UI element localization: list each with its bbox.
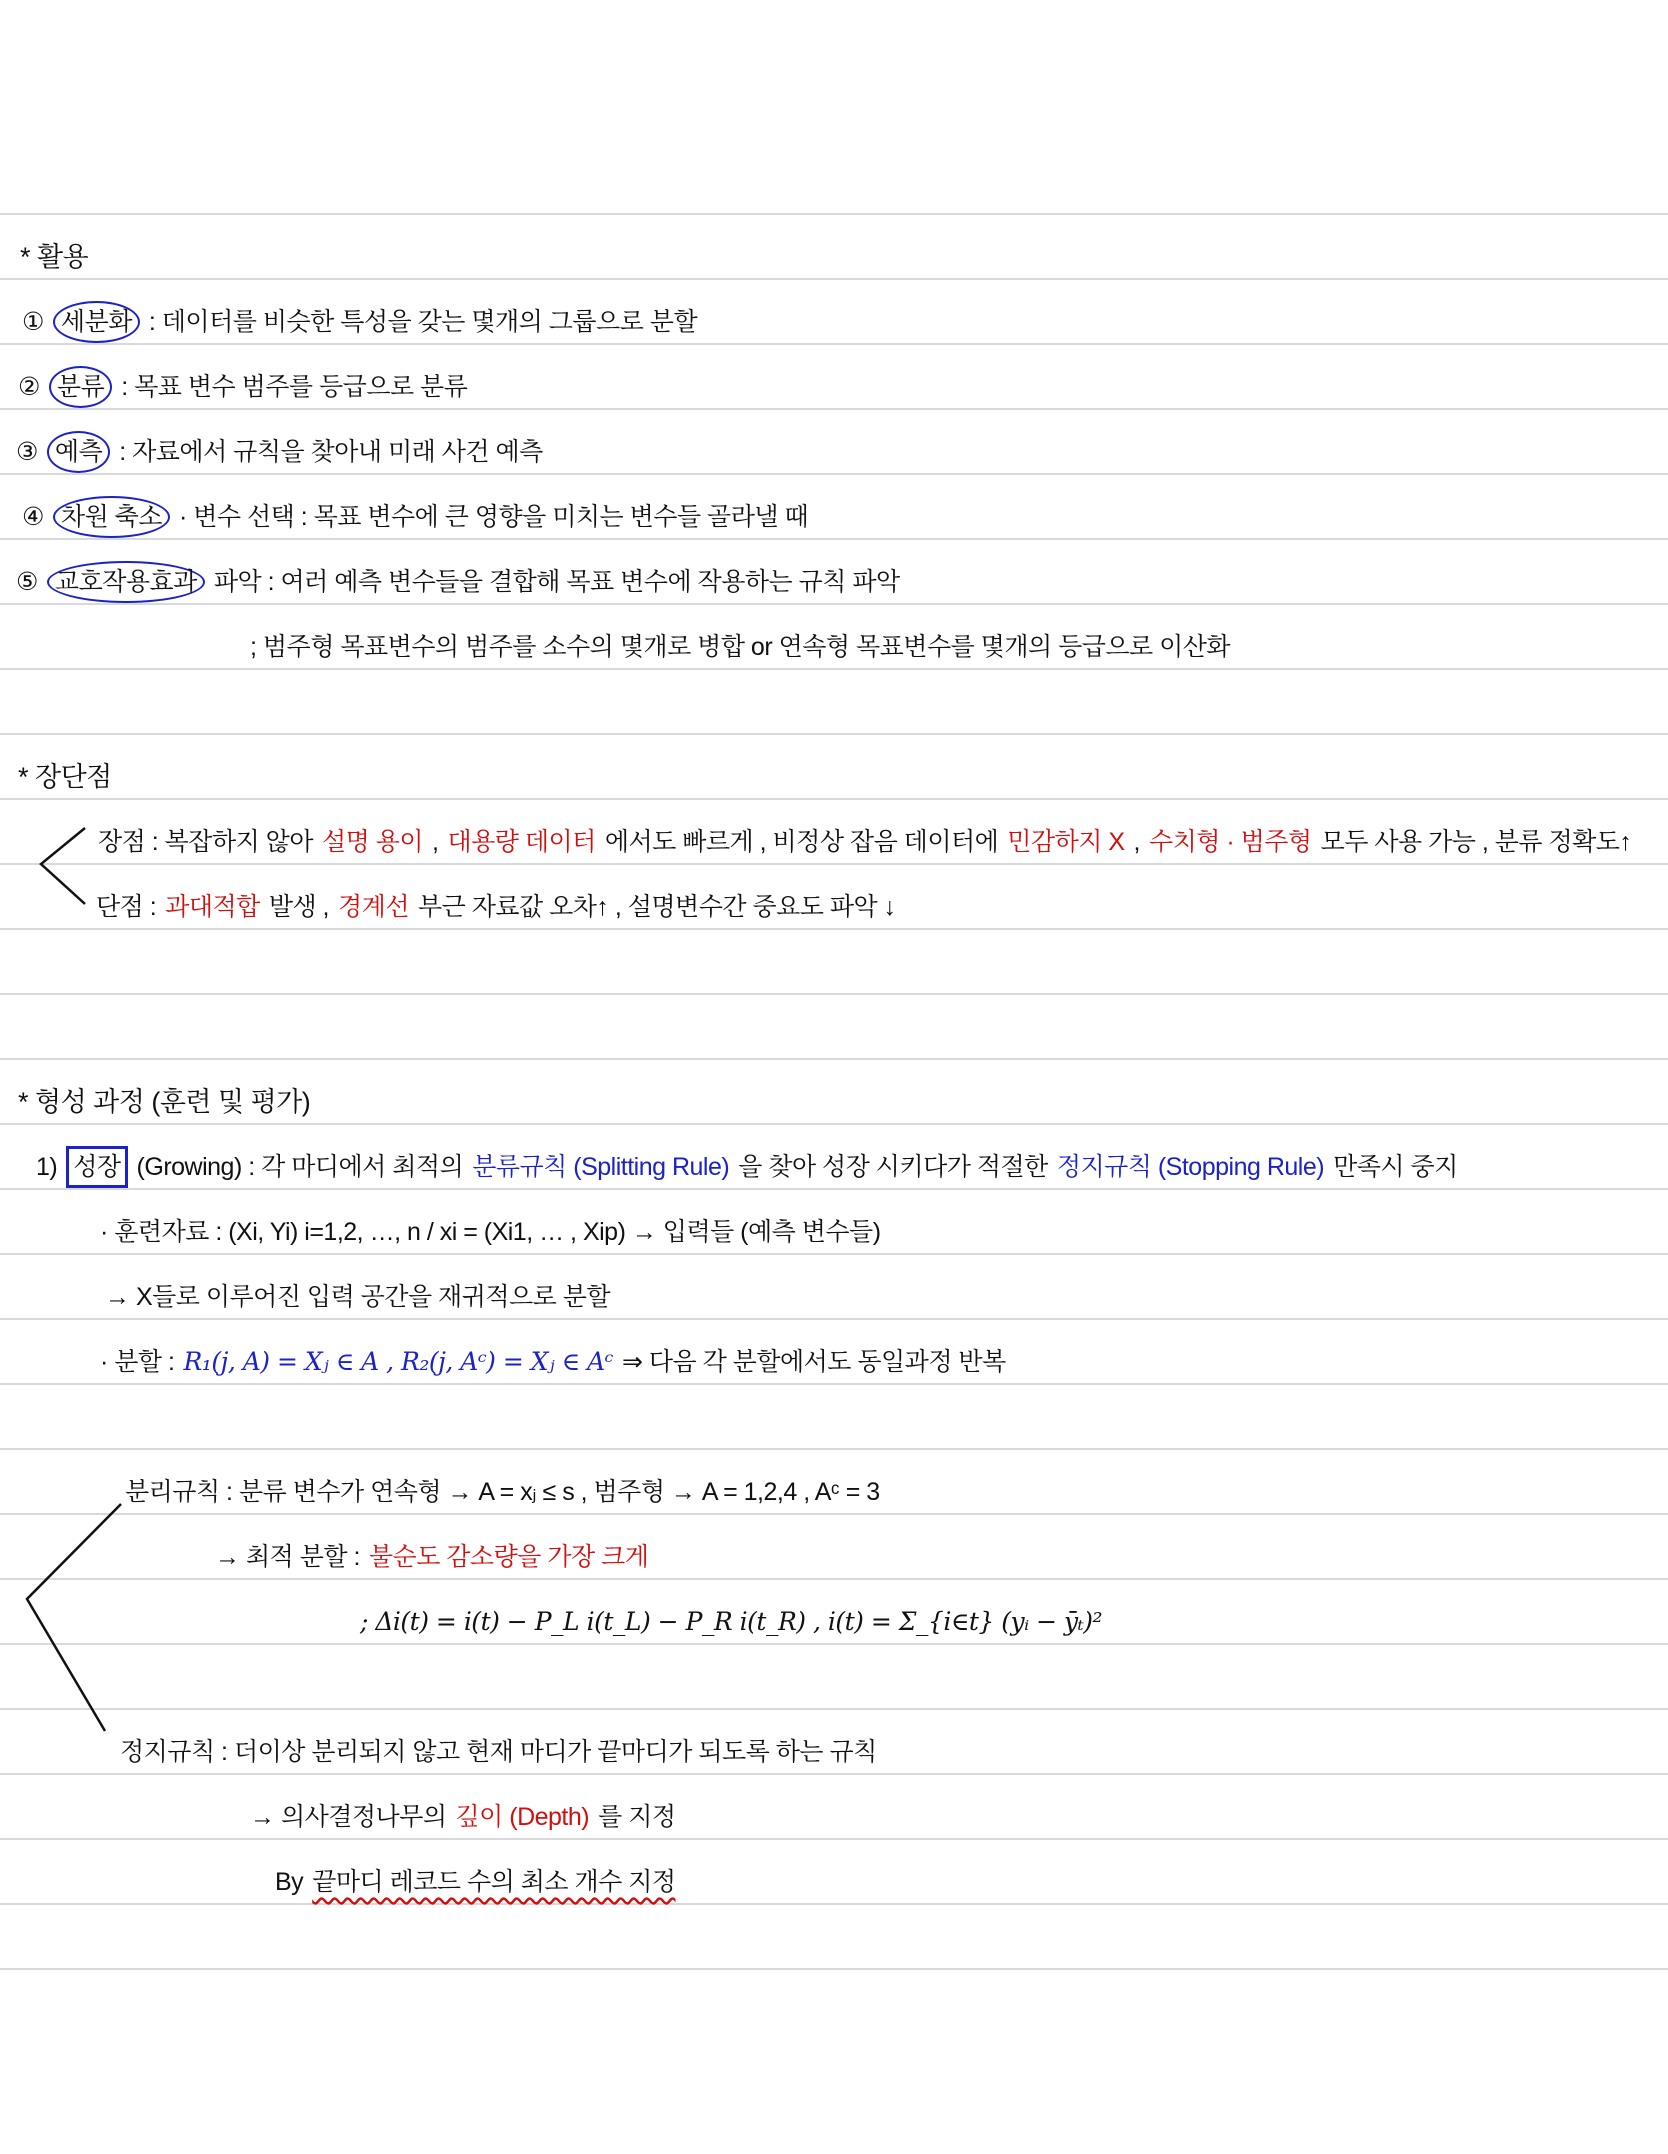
note-text: By — [275, 1868, 304, 1896]
highlighted-text: 경계선 — [338, 893, 409, 921]
note-text: : 자료에서 규칙을 찾아내 미래 사건 예측 — [119, 438, 543, 466]
ruled-line — [0, 993, 1668, 995]
note-text: ① — [22, 308, 44, 336]
highlighted-text: 민감하지 X — [1007, 828, 1125, 856]
circled-keyword: 분류 — [49, 366, 112, 408]
note-text: : 데이터를 비슷한 특성을 갖는 몇개의 그룹으로 분할 — [148, 308, 698, 336]
split-rule-line — [125, 1467, 889, 1517]
note-text: , — [1133, 828, 1140, 856]
highlighted-text: 대용량 데이터 — [447, 828, 596, 856]
note-text: 정지규칙 : 더이상 분리되지 않고 현재 마디가 끝마디가 되도록 하는 규칙 — [120, 1738, 877, 1766]
circled-keyword: 교호작용효과 — [47, 561, 205, 603]
note-text: → 의사결정나무의 — [250, 1803, 447, 1831]
ruled-line — [0, 798, 1668, 800]
note-text: 파악 : 여러 예측 변수들을 결합해 목표 변수에 작용하는 규칙 파악 — [213, 568, 900, 596]
note-text: · 훈련자료 : (Xi, Yi) i=1,2, …, n / xi = (Xi1, … , Xip) → 입력들 (예측 변수들) — [100, 1218, 881, 1246]
note-text: ④ — [22, 503, 44, 531]
note-text: 만족시 중지 — [1333, 1153, 1458, 1181]
split-definition-line — [100, 1337, 1015, 1387]
note-text: , — [432, 828, 439, 856]
note-text: 1) — [36, 1153, 58, 1181]
usage-item-classification — [18, 362, 476, 412]
note-text: · 변수 선택 : 목표 변수에 큰 영향을 미치는 변수들 골라낼 때 — [178, 503, 809, 531]
note-text: 장점 : 복잡하지 않아 — [98, 828, 313, 856]
rules-bracket — [27, 1504, 121, 1731]
note-text: 분리규칙 : 분류 변수가 연속형 → A = xⱼ ≤ s , 범주형 → A = 1,2,4 , Aᶜ = 3 — [125, 1478, 880, 1506]
usage-item-interaction-effect — [16, 557, 909, 607]
highlighted-text: 설명 용이 — [321, 828, 424, 856]
note-text: * 활용 — [20, 242, 89, 272]
highlighted-text: 정지규칙 (Stopping Rule) — [1056, 1153, 1325, 1181]
note-text: 발생 , — [268, 893, 330, 921]
training-data-line — [100, 1207, 890, 1257]
min-records-line — [275, 1857, 685, 1907]
note-text: 부근 자료값 오차↑ , 설명변수간 중요도 파악 ↓ — [417, 893, 896, 921]
note-text: ② — [18, 373, 40, 401]
note-text: ; Δi(t) = i(t) − P_L i(t_L) − P_R i(t_R) , i(t) = Σ_{i∈t} (yᵢ − ȳₜ)² — [360, 1607, 1103, 1636]
note-text: 를 지정 — [598, 1803, 676, 1831]
stopping-rule-line — [120, 1727, 886, 1777]
note-text: * 형성 과정 (훈련 및 평가) — [18, 1087, 311, 1117]
section-heading-process — [18, 1077, 319, 1127]
circled-keyword: 예측 — [47, 431, 110, 473]
recursive-split-line — [105, 1272, 619, 1322]
growing-step — [36, 1142, 1467, 1192]
circled-keyword: 세분화 — [53, 301, 140, 343]
note-text: 끝마디 레코드 수의 최소 개수 지정 — [312, 1868, 676, 1896]
note-text: ; 범주형 목표변수의 범주를 소수의 몇개로 병합 or 연속형 목표변수를 몇개의 등급으로 이산화 — [250, 633, 1231, 661]
note-text: ⇒ 다음 각 분할에서도 동일과정 반복 — [621, 1348, 1006, 1376]
ruled-line — [0, 1903, 1668, 1905]
highlighted-text: 깊이 (Depth) — [455, 1803, 590, 1831]
note-text: → 최적 분할 : — [215, 1543, 360, 1571]
section-heading-usage — [20, 232, 97, 282]
ruled-line — [0, 278, 1668, 280]
ruled-line — [0, 1058, 1668, 1060]
note-text: 을 찾아 성장 시키다가 적절한 — [738, 1153, 1048, 1181]
highlighted-text: R₁(j, A) = Xⱼ ∈ A , R₂(j, Aᶜ) = Xⱼ ∈ Aᶜ — [183, 1347, 613, 1376]
note-text: ③ — [16, 438, 38, 466]
note-text: : 목표 변수 범주를 등급으로 분류 — [121, 373, 468, 401]
ruled-line — [0, 213, 1668, 215]
note-text: 모두 사용 가능 , 분류 정확도↑ — [1320, 828, 1632, 856]
ruled-line — [0, 1968, 1668, 1970]
depth-line — [250, 1792, 685, 1842]
ruled-line — [0, 733, 1668, 735]
note-text: → X들로 이루어진 입력 공간을 재귀적으로 분할 — [105, 1283, 611, 1311]
pros-line — [98, 817, 1640, 867]
highlighted-text: 불순도 감소량을 가장 크게 — [368, 1543, 649, 1571]
note-text: ⑤ — [16, 568, 38, 596]
optimal-split-line — [215, 1532, 657, 1582]
section-heading-pros-cons — [18, 752, 121, 802]
ruled-line — [0, 1708, 1668, 1710]
cons-line — [96, 882, 905, 932]
circled-keyword: 차원 축소 — [53, 496, 170, 538]
highlighted-text: 수치형 · 범주형 — [1148, 828, 1312, 856]
usage-item-prediction — [16, 427, 552, 477]
note-text: 에서도 빠르게 , 비정상 잡음 데이터에 — [604, 828, 999, 856]
usage-note — [250, 622, 1239, 672]
highlighted-text: 분류규칙 (Splitting Rule) — [472, 1153, 730, 1181]
pros-cons-bracket — [41, 828, 85, 904]
note-text: · 분할 : — [100, 1348, 175, 1376]
usage-item-segmentation — [22, 297, 706, 347]
note-text: (Growing) : 각 마디에서 최적의 — [136, 1153, 464, 1181]
note-text: * 장단점 — [18, 762, 112, 792]
highlighted-text: 과대적합 — [165, 893, 260, 921]
impurity-formula — [360, 1597, 1111, 1647]
usage-item-dimension-reduction — [22, 492, 817, 542]
ruled-line — [0, 1448, 1668, 1450]
boxed-keyword: 성장 — [66, 1146, 127, 1188]
note-text: 단점 : — [96, 893, 157, 921]
